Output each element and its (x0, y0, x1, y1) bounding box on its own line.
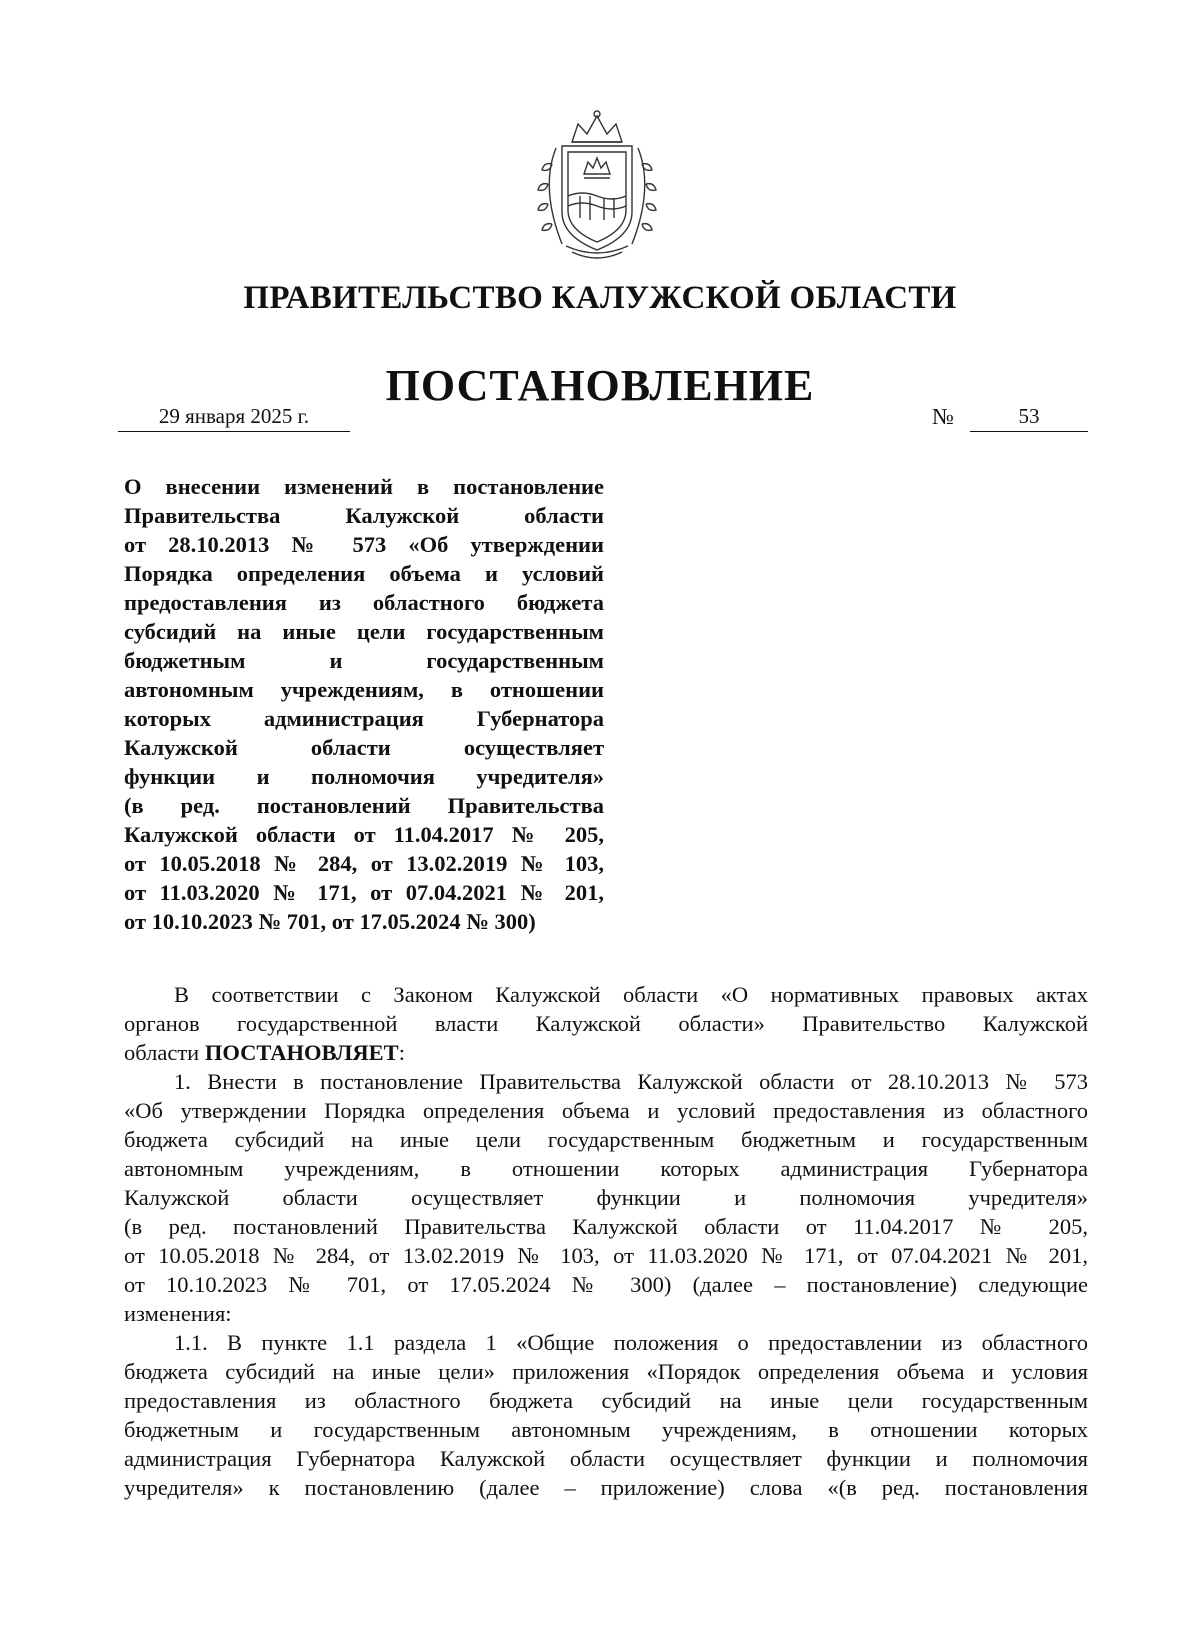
item-1-line: от 10.10.2023 № 701, от 17.05.2024 № 300) (далее – постановление) следующие (124, 1272, 1088, 1297)
heading-line: от 28.10.2013 № 573 «Об утверждении (124, 532, 604, 557)
heading-line: О внесении изменений в постановление (124, 474, 604, 499)
heading-line: Правительства Калужской области (124, 503, 604, 528)
heading-line: бюджетным и государственным (124, 648, 604, 673)
item-1-1-line: предоставления из областного бюджета субсидий на иные цели государственным (124, 1388, 1088, 1413)
preamble-line: органов государственной власти Калужской области» Правительство Калужской (124, 1011, 1088, 1036)
item-1-line: 1. Внести в постановление Правительства Калужской области от 28.10.2013 № 573 (174, 1069, 1088, 1094)
document-body (124, 980, 1088, 1502)
item-1-line: изменения: (124, 1301, 232, 1326)
resolves-word: ПОСТАНОВЛЯЕТ (204, 1040, 399, 1065)
heading-line: (в ред. постановлений Правительства (124, 793, 604, 818)
heading-line: от 10.10.2023 № 701, от 17.05.2024 № 300) (124, 909, 536, 934)
heading-line: субсидий на иные цели государственным (124, 619, 604, 644)
heading-line: Порядка определения объема и условий (124, 561, 604, 586)
heading-line: от 10.05.2018 № 284, от 13.02.2019 № 103, (124, 851, 604, 876)
document-date: 29 января 2025 г. (118, 404, 350, 432)
document-heading (124, 472, 604, 936)
heading-line: предоставления из областного бюджета (124, 590, 604, 615)
heading-line: от 11.03.2020 № 171, от 07.04.2021 № 201, (124, 880, 604, 905)
item-1-line: автономным учреждениям, в отношении которых администрация Губернатора (124, 1156, 1088, 1181)
kaluga-coat-of-arms-icon (526, 108, 668, 260)
item-1-line: бюджета субсидий на иные цели государственным бюджетным и государственным (124, 1127, 1088, 1152)
item-1-line: Калужской области осуществляет функции и полномочия учредителя» (124, 1185, 1088, 1210)
item-1-1-line: бюджета субсидий на иные цели» приложения «Порядок определения объема и условия (124, 1359, 1088, 1384)
number-label: № (932, 404, 954, 429)
item-1-line: (в ред. постановлений Правительства Калужской области от 11.04.2017 № 205, (124, 1214, 1088, 1239)
preamble-colon: : (398, 1040, 405, 1065)
item-1-1-line: администрация Губернатора Калужской области осуществляет функции и полномочия (124, 1446, 1088, 1471)
heading-line: автономным учреждениям, в отношении (124, 677, 604, 702)
item-1-1-line: 1.1. В пункте 1.1 раздела 1 «Общие положения о предоставлении из областного (174, 1330, 1088, 1355)
document-number: 53 (970, 404, 1088, 432)
preamble-line (124, 1038, 1088, 1067)
heading-line: функции и полномочия учредителя» (124, 764, 604, 789)
heading-line: которых администрация Губернатора (124, 706, 604, 731)
item-1-line: «Об утверждении Порядка определения объема и условий предоставления из областного (124, 1098, 1088, 1123)
item-1-1-line: бюджетным и государственным автономным учреждениям, в отношении которых (124, 1417, 1088, 1442)
heading-line: Калужской области осуществляет (124, 735, 604, 760)
heading-line: Калужской области от 11.04.2017 № 205, (124, 822, 604, 847)
item-1-line: от 10.05.2018 № 284, от 13.02.2019 № 103, от 11.03.2020 № 171, от 07.04.2021 № 201, (124, 1243, 1088, 1268)
preamble-text: области (124, 1040, 205, 1065)
document-type: ПОСТАНОВЛЕНИЕ (385, 361, 815, 410)
organization-title: ПРАВИТЕЛЬСТВО КАЛУЖСКОЙ ОБЛАСТИ (243, 280, 957, 316)
preamble-line: В соответствии с Законом Калужской области «О нормативных правовых актах (174, 982, 1088, 1007)
item-1-1-line: учредителя» к постановлению (далее – приложение) слова «(в ред. постановления (124, 1475, 1088, 1500)
